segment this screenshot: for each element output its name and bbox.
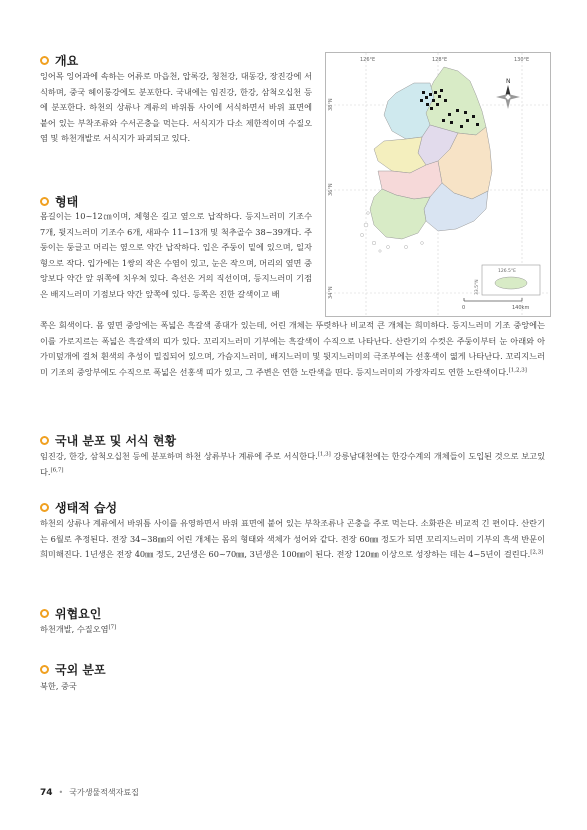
- provinces: [370, 67, 492, 239]
- page-footer: [40, 787, 139, 798]
- map-svg: [326, 53, 550, 316]
- book-title: 국가생물적색자료집: [69, 788, 139, 797]
- section-heading-overview: [40, 52, 78, 69]
- inset-lat-label: 33.5°N: [475, 279, 480, 295]
- section-heading-overseas: [40, 661, 106, 678]
- overseas-paragraph: 북한, 중국: [40, 681, 77, 691]
- record-dot: [429, 93, 432, 96]
- circle-bullet-icon: [40, 665, 49, 674]
- record-dot: [456, 109, 459, 112]
- section-title: 국외 분포: [55, 663, 106, 677]
- circle-bullet-icon: [40, 56, 49, 65]
- lon-label: 130°E: [514, 57, 530, 63]
- record-dot: [434, 91, 437, 94]
- north-arrow-icon: [496, 78, 520, 109]
- lon-label: 128°E: [432, 57, 448, 63]
- scale-end-label: 140km: [512, 305, 530, 311]
- overview-paragraph: 잉어목 잉어과에 속하는 어류로 마읍천, 압록강, 청천강, 대동강, 장진강에 서식하며, 중국 헤이룽강에도 분포한다. 국내에는 임진강, 한강, 삼척오십천 등에 분포한다. 하천의 상류나 계류의 바위틈 사이에 서식하면서 바위 표면에 붙어 있는 부착조류와 수서곤충을 먹는다. 서식지가 다소 제한적이며 수질오염 및 하천개발로 서식지가 파괴되고 있다.: [40, 71, 312, 143]
- record-dot: [430, 107, 433, 110]
- jeju-island: [495, 277, 527, 289]
- jeju-inset: [474, 265, 540, 295]
- record-dot: [420, 99, 423, 102]
- north-label: N: [506, 78, 511, 85]
- record-dot: [425, 96, 428, 99]
- scale-bar: [462, 298, 529, 311]
- reference-superscript: [7]: [108, 624, 117, 631]
- record-dot: [440, 89, 443, 92]
- record-dot: [448, 113, 451, 116]
- section-heading-ecology: [40, 499, 117, 516]
- lon-label: 126°E: [360, 57, 376, 63]
- section-heading-morphology: [40, 193, 78, 210]
- reference-superscript: [1,2,3]: [508, 366, 527, 373]
- distribution-text-b: 강릉남대천에는 한강수계의 개체들이 도입된 것으로 보고있다.: [40, 451, 545, 477]
- record-dot: [444, 99, 447, 102]
- distribution-map: [325, 52, 551, 317]
- ecology-paragraph: [40, 516, 545, 563]
- inset-lon-label: 126.5°E: [498, 269, 516, 274]
- reference-superscript: [1,3]: [317, 451, 331, 458]
- threats-paragraph: [40, 622, 545, 638]
- section-title: 위협요인: [55, 607, 102, 621]
- region-chungnam: [374, 137, 426, 173]
- record-dot: [432, 99, 435, 102]
- circle-bullet-icon: [40, 197, 49, 206]
- lat-label: 38°N: [328, 98, 334, 111]
- morphology-paragraph-narrow: 몸길이는 10~12㎝이며, 체형은 길고 옆으로 납작하다. 등지느러미 기조수 7개, 뒷지느러미 기조수 6개, 새파수 11~13개 및 척추골수 38~39개다. 주둥이는 둥글고 머리는 옆으로 약간 납작하다. 입은 주둥이 밑에 있으며, 일자형으로 작다. 입가에는 1쌍의 작은 수염이 있고, 눈은 작으며, 머리의 옆면 중앙보다 약간 앞 위쪽에 치우쳐 있다. 측선은 거의 직선이며, 등지느러미 기점은 배지느러미 기점보다 약간 앞쪽에 있다. 등쪽은 진한 갈색이고 배: [40, 211, 312, 299]
- record-dot: [438, 95, 441, 98]
- section-title: 국내 분포 및 서식 현황: [55, 434, 177, 448]
- section-heading-threats: [40, 605, 101, 622]
- morphology-text: 쪽은 회색이다. 몸 옆면 중앙에는 폭넓은 흑갈색 종대가 있는데, 어린 개체는 뚜렷하나 비교적 큰 개체는 희미하다. 등지느러미 기조 중앙에는 이를 가로지르는 폭넓은 흑갈색의 띠가 있다. 꼬리지느러미 기부에는 흑갈색이 수직으로 나타난다. 산란기의 수컷은 주둥이부터 눈 아래와 아가미덮개에 걸쳐 흰색의 추성이 밀집되어 있으며, 가슴지느러미, 배지느러미 및 뒷지느러미의 극조부에는 선홍색이 엷게 나타난다. 꼬리지느러미 기조의 중앙부에도 수직으로 폭넓은 선홍색 띠가 있고, 그 주변은 연한 노란색을 띤다. 등지느러미의 가장자리도 연한 노란색이다.: [40, 320, 545, 377]
- circle-bullet-icon: [40, 503, 49, 512]
- section-heading-distribution: [40, 432, 176, 449]
- ecology-text: 하천의 상류나 계류에서 바위틈 사이를 유영하면서 바위 표면에 붙어 있는 부착조류나 곤충을 주로 먹는다. 소화관은 비교적 긴 편이다. 산란기는 6월로 추정된다. 전장 34~38㎜의 어린 개체는 몸의 형태와 색체가 성어와 같다. 전장 60㎜ 정도가 되면 꼬리지느러미 기부의 흑색 반문이 희미해진다. 1년생은 전장 40㎜ 정도, 2년생은 60~70㎜, 3년생은 100㎜이 된다. 전장 120㎜ 이상으로 성장하는 데는 4~5년이 걸린다.: [40, 518, 545, 559]
- morphology-paragraph-wide: [40, 318, 545, 380]
- reference-superscript: [6,7]: [50, 466, 64, 473]
- lat-label: 36°N: [328, 183, 334, 196]
- separator-dot: •: [58, 788, 64, 797]
- record-dot: [460, 125, 463, 128]
- record-dot: [422, 91, 425, 94]
- record-dot: [436, 103, 439, 106]
- record-dot: [476, 123, 479, 126]
- distribution-text-a: 임진강, 한강, 삼척오십천 등에 분포하며 하천 상류부나 계류에 주로 서식한다.: [40, 451, 318, 461]
- circle-bullet-icon: [40, 609, 49, 618]
- record-dot: [442, 119, 445, 122]
- threats-text: 하천개발, 수질오염: [40, 624, 109, 634]
- record-dot: [450, 121, 453, 124]
- scale-start-label: 0: [462, 305, 466, 311]
- distribution-paragraph: [40, 449, 545, 480]
- record-dot: [464, 111, 467, 114]
- reference-superscript: [2,3]: [530, 549, 544, 556]
- section-title: 개요: [55, 54, 79, 68]
- lat-label: 34°N: [328, 286, 334, 299]
- circle-bullet-icon: [40, 436, 49, 445]
- record-dot: [426, 103, 429, 106]
- section-title: 생태적 습성: [55, 501, 118, 515]
- page-number: 74: [40, 787, 53, 798]
- section-title: 형태: [55, 195, 79, 209]
- record-dot: [472, 115, 475, 118]
- record-dot: [466, 119, 469, 122]
